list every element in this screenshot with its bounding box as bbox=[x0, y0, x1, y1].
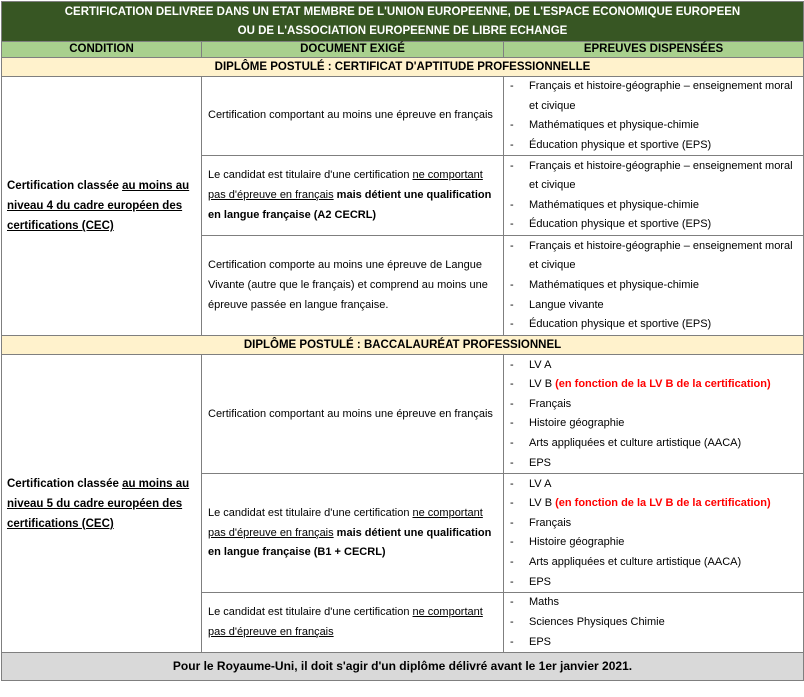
list-item: - Éducation physique et sportive (EPS) bbox=[508, 136, 799, 156]
condition-text: Certification classée bbox=[7, 180, 123, 193]
list-item: - Histoire géographie bbox=[508, 533, 799, 553]
epreuves-cell bbox=[504, 77, 804, 156]
list-item: - Français et histoire-géographie – enseignement moral et civique bbox=[508, 157, 799, 196]
document-cell bbox=[202, 156, 504, 236]
condition-cell-cap bbox=[2, 77, 202, 336]
list-item: - EPS bbox=[508, 454, 799, 474]
list-item: - EPS bbox=[508, 633, 799, 653]
epreuves-cell bbox=[504, 236, 804, 336]
document-cell bbox=[202, 593, 504, 653]
list-item: - EPS bbox=[508, 573, 799, 593]
doc-text: Le candidat est titulaire d'une certification bbox=[208, 606, 413, 619]
title-row bbox=[2, 2, 804, 42]
doc-underlined: ne comportant pas d'épreuve en français bbox=[208, 506, 483, 539]
document-cell: Certification comporte au moins une épreuve de Langue Vivante (autre que le français) et comprend au moins une épreuve passée en langue française. bbox=[202, 236, 504, 336]
epreuves-cell bbox=[504, 474, 804, 593]
condition-text: Certification classée bbox=[7, 477, 123, 490]
list-item: - Mathématiques et physique-chimie bbox=[508, 276, 799, 296]
epreuves-list bbox=[508, 356, 799, 474]
table-row bbox=[2, 355, 804, 474]
list-item bbox=[508, 375, 799, 395]
section-header-cap: DIPLÔME POSTULÉ : CERTIFICAT D'APTITUDE PROFESSIONNELLE bbox=[2, 58, 804, 77]
epreuves-list bbox=[508, 475, 799, 593]
section-header-row bbox=[2, 336, 804, 355]
doc-bold: mais détient une qualification en langue française (B1 + CECRL) bbox=[208, 526, 492, 559]
list-item: - LV A bbox=[508, 475, 799, 495]
condition-cell-bac bbox=[2, 355, 202, 653]
list-item: - Arts appliquées et culture artistique (AACA) bbox=[508, 553, 799, 573]
col-header-document: DOCUMENT EXIGÉ bbox=[202, 42, 504, 58]
list-item: - Mathématiques et physique-chimie bbox=[508, 196, 799, 216]
condition-underlined: au moins au niveau 4 du cadre européen des certifications (CEC) bbox=[7, 180, 190, 233]
section-header-row bbox=[2, 58, 804, 77]
list-item: - Éducation physique et sportive (EPS) bbox=[508, 215, 799, 235]
lvb-label: LV B bbox=[529, 497, 556, 510]
list-item: - LV A bbox=[508, 356, 799, 376]
list-item: - Français et histoire-géographie – enseignement moral et civique bbox=[508, 237, 799, 276]
epreuves-list bbox=[508, 237, 799, 335]
footer-row bbox=[2, 653, 804, 681]
epreuves-cell bbox=[504, 355, 804, 474]
condition-underlined: au moins au niveau 5 du cadre européen des certifications (CEC) bbox=[7, 477, 190, 530]
epreuves-list bbox=[508, 593, 799, 652]
dispense-table bbox=[1, 1, 804, 681]
title-line-2: OU DE L'ASSOCIATION EUROPEENNE DE LIBRE ECHANGE bbox=[237, 24, 568, 37]
document-cell: Certification comportant au moins une épreuve en français bbox=[202, 77, 504, 156]
list-item: - Français bbox=[508, 514, 799, 534]
list-item: - Arts appliquées et culture artistique (AACA) bbox=[508, 434, 799, 454]
lvb-label: LV B bbox=[529, 378, 556, 391]
table-title bbox=[2, 2, 804, 42]
doc-bold: mais détient une qualification en langue française (A2 CECRL) bbox=[208, 189, 492, 221]
doc-text: Le candidat est titulaire d'une certification bbox=[208, 506, 413, 519]
list-item: - Mathématiques et physique-chimie bbox=[508, 116, 799, 136]
list-item: - Maths bbox=[508, 593, 799, 613]
document-cell: Certification comportant au moins une épreuve en français bbox=[202, 355, 504, 474]
column-header-row bbox=[2, 42, 804, 58]
title-line-1: CERTIFICATION DELIVREE DANS UN ETAT MEMBRE DE L'UNION EUROPEENNE, DE L'ESPACE ECONOMIQUE EUROPEEN bbox=[64, 5, 741, 18]
list-item: - Langue vivante bbox=[508, 296, 799, 316]
list-item: - Sciences Physiques Chimie bbox=[508, 613, 799, 633]
table-row bbox=[2, 77, 804, 156]
epreuves-list bbox=[508, 77, 799, 155]
list-item: - Éducation physique et sportive (EPS) bbox=[508, 315, 799, 335]
list-item: - Français et histoire-géographie – enseignement moral et civique bbox=[508, 77, 799, 116]
col-header-epreuves: EPREUVES DISPENSÉES bbox=[504, 42, 804, 58]
doc-underlined: ne comportant pas d'épreuve en français bbox=[208, 169, 483, 202]
col-header-condition: CONDITION bbox=[2, 42, 202, 58]
lvb-note: (en fonction de la LV B de la certification) bbox=[555, 378, 771, 391]
doc-text: Le candidat est titulaire d'une certification bbox=[208, 169, 413, 182]
section-header-bac: DIPLÔME POSTULÉ : BACCALAURÉAT PROFESSIONNEL bbox=[2, 336, 804, 355]
list-item: - Français bbox=[508, 395, 799, 415]
document-cell bbox=[202, 474, 504, 593]
list-item bbox=[508, 494, 799, 514]
epreuves-list bbox=[508, 157, 799, 235]
list-item: - Histoire géographie bbox=[508, 414, 799, 434]
epreuves-cell bbox=[504, 156, 804, 236]
doc-underlined: ne comportant pas d'épreuve en français bbox=[208, 606, 483, 638]
footer-note: Pour le Royaume-Uni, il doit s'agir d'un diplôme délivré avant le 1er janvier 2021. bbox=[2, 653, 804, 681]
lvb-note: (en fonction de la LV B de la certification) bbox=[555, 497, 771, 510]
epreuves-cell bbox=[504, 593, 804, 653]
